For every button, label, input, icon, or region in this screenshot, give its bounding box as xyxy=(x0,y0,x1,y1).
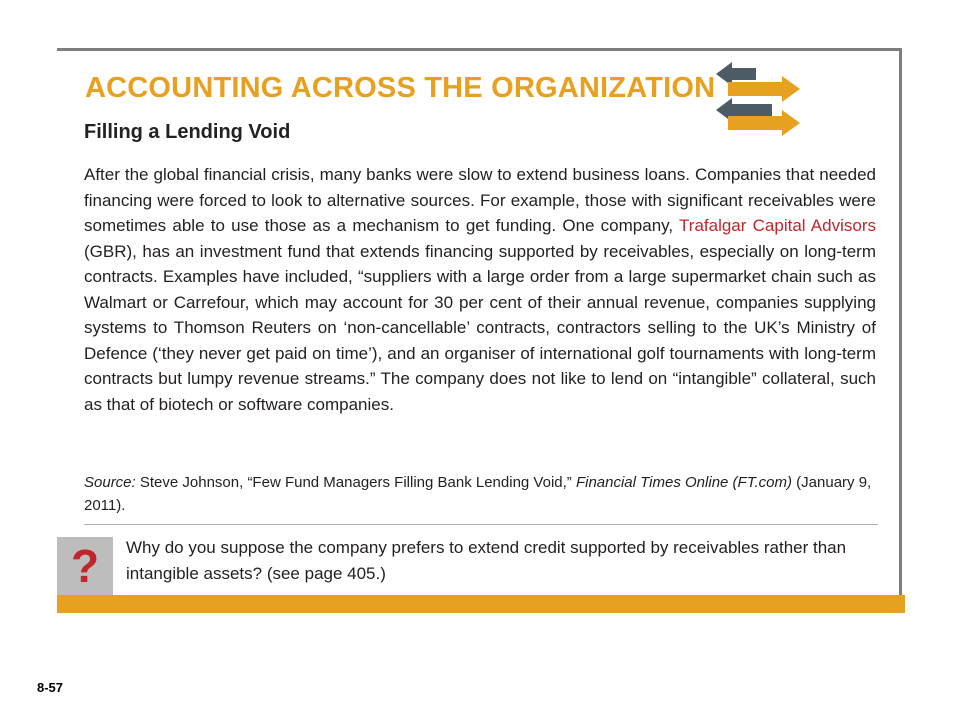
question-text: Why do you suppose the company prefers to extend credit supported by receivables rather than intangible assets? (see page 405.) xyxy=(126,538,847,583)
source-label: Source: xyxy=(84,474,136,491)
source-date: (January 9, 2011). xyxy=(84,474,872,514)
body-text-part-1: After the global financial crisis, many banks were slow to extend business loans. Companies that needed financing were forced to look to alternative sources. For example, those with significant receivables were sometimes able to use those as a mechanism to get funding. One company, xyxy=(84,165,876,235)
company-name: Trafalgar Capital Advisors xyxy=(679,216,876,235)
arrows-exchange-icon xyxy=(716,62,802,140)
article-body xyxy=(84,162,876,417)
bottom-accent-bar xyxy=(57,595,905,613)
article-title: Filling a Lending Void xyxy=(84,121,291,143)
source-publication: Financial Times Online (FT.com) xyxy=(575,474,792,491)
divider xyxy=(84,524,878,525)
question-icon-box xyxy=(57,537,113,595)
question-mark-icon: ? xyxy=(70,540,100,592)
source-citation xyxy=(84,471,874,517)
page-number: 8-57 xyxy=(37,680,64,695)
body-text-part-2: (GBR), has an investment fund that extends financing supported by receivables, especially on long-term contracts. Examples have included, “suppliers with a large order from a large supermarket chain such as Walmart or Carrefour, which may account for 30 per cent of their annual revenue, companies supplying systems to Thomson Reuters on ‘non-cancellable’ contracts, contractors selling to the UK’s Ministry of Defence (‘they never get paid on time’), and an organiser of international golf tournaments with long-term contracts but lumpy revenue streams.” The company does not like to lend on “intangible” collateral, such as that of biotech or software companies. xyxy=(84,241,876,414)
source-author-title: Steve Johnson, “Few Fund Managers Filling Bank Lending Void,” xyxy=(135,474,576,491)
feature-heading: ACCOUNTING ACROSS THE ORGANIZATION xyxy=(85,72,716,104)
